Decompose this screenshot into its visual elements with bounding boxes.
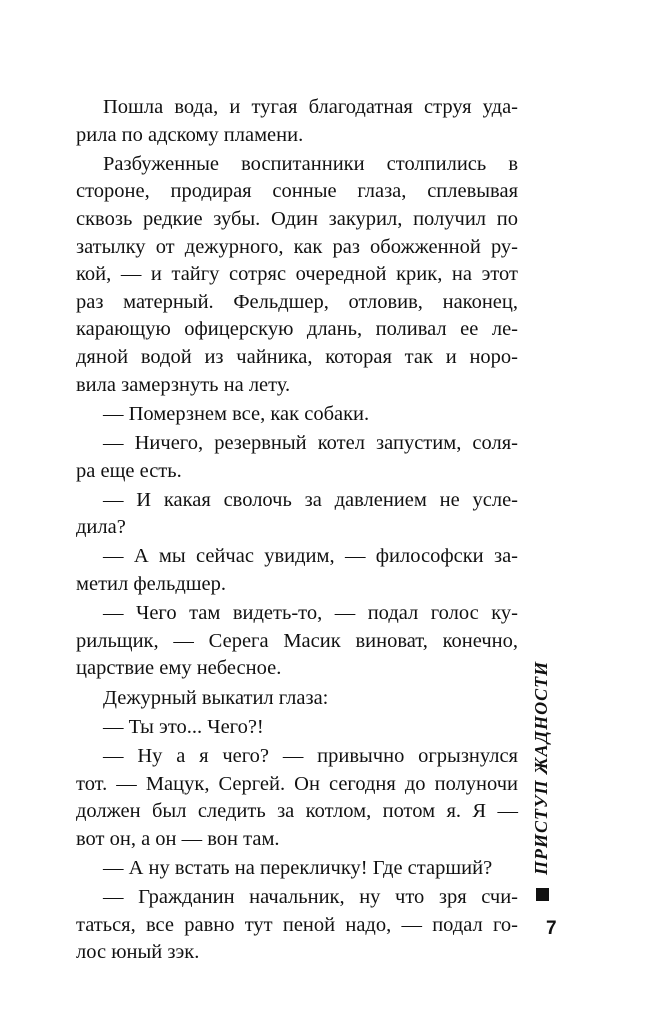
text-line: рильщик, — Серега Масик виноват, конечно, [76,629,518,652]
text-line: дила? [76,516,126,539]
text-line: ра еще есть. [76,459,182,482]
body-text [76,94,518,967]
text-line: Разбуженные воспитанники столпились в [103,152,518,175]
text-line: — Чего там видеть-то, — подал голос ку- [103,602,518,625]
text-line: дяной водой из чайника, которая так и норо- [76,345,518,368]
text-line: рила по адскому пламени. [76,123,304,146]
text-line: затылку от дежурного, как раз обожженной ру- [76,235,518,258]
text-line: — А ну встать на перекличку! Где старший? [103,856,493,879]
text-line: — А мы сейчас увидим, — философски за- [103,545,518,568]
text-line: стороне, продирая сонные глаза, сплевывая [76,180,518,203]
text-line: карающую офицерскую длань, поливал ее ле- [76,318,518,341]
text-line: — Померзнем все, как собаки. [103,402,370,425]
text-line: должен был следить за котлом, потом я. Я — [76,800,518,823]
text-line: метил фельдшер. [76,573,227,596]
text-line: — Ты это... Чего?! [103,715,264,738]
square-marker-icon [536,888,549,901]
page-number: 7 [546,918,557,939]
text-line: — Гражданин начальник, ну что зря счи- [103,886,518,909]
text-line: вила замерзнуть на лету. [76,373,291,396]
text-line: царствие ему небесное. [76,657,282,680]
text-line: сквозь редкие зубы. Один закурил, получил по [76,207,518,230]
text-line: Пошла вода, и тугая благодатная струя уда- [103,96,518,118]
text-line: вот он, а он — вон там. [76,827,280,850]
text-line: лос юный зэк. [76,941,200,964]
text-line: Дежурный выкатил глаза: [103,686,329,709]
text-line: раз матерный. Фельдшер, отловив, наконец, [76,290,518,313]
text-line: кой, — и тайгу сотряс очередной крик, на этот [76,263,518,286]
text-line: — Ничего, резервный котел запустим, соля- [103,431,518,454]
text-line: — И какая сволочь за давлением не усле- [103,488,518,511]
text-line: таться, все равно тут пеной надо, — подал го- [76,913,518,936]
text-line: тот. — Мацук, Сергей. Он сегодня до полуночи [76,772,518,795]
text-line: — Ну а я чего? — привычно огрызнулся [103,745,518,767]
running-title: ПРИСТУП ЖАДНОСТИ [531,660,551,875]
